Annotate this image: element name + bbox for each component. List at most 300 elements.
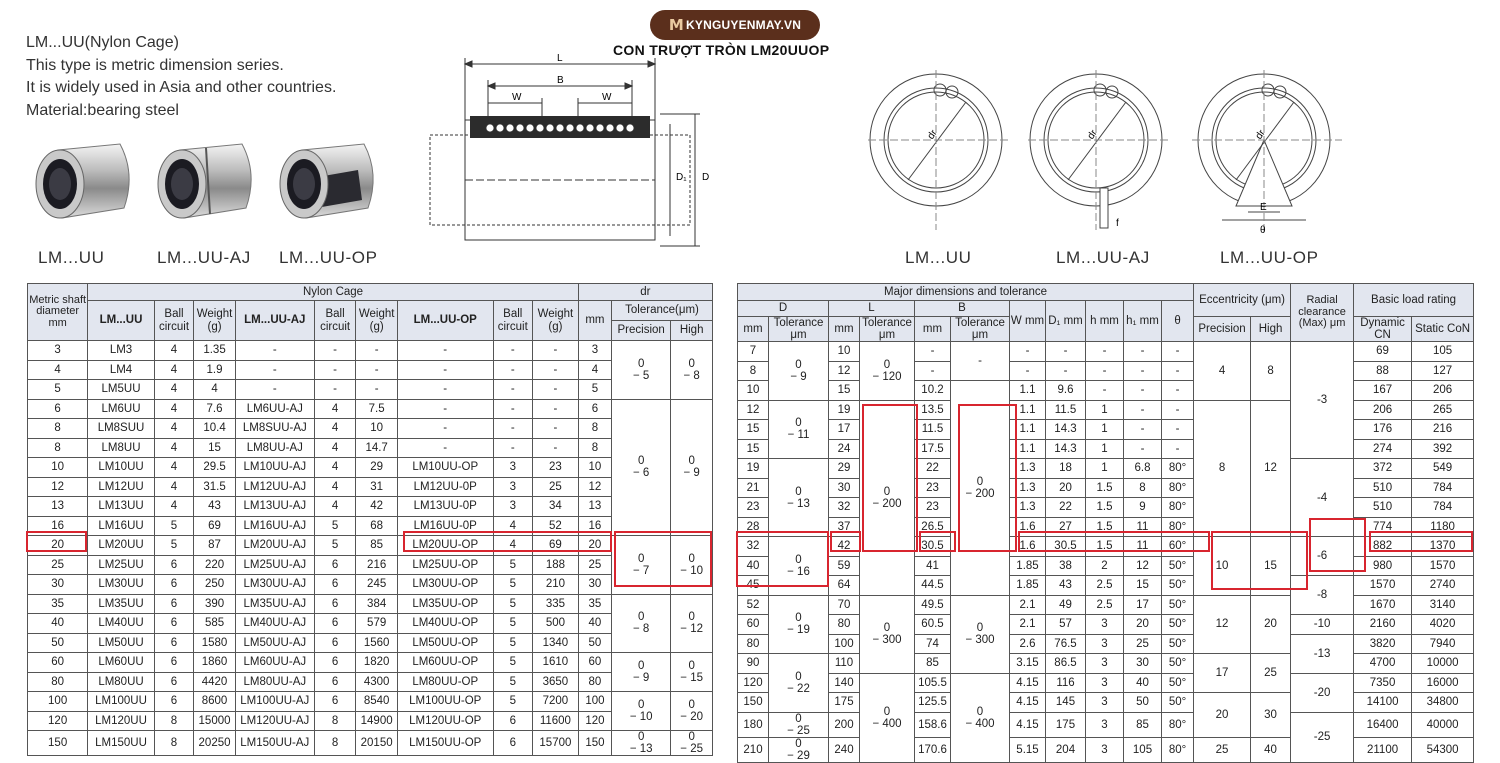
table-row <box>28 672 713 692</box>
cell-weight: 15000 <box>194 711 236 731</box>
cell-ball-circuit: 6 <box>314 653 356 673</box>
cell-ball-circuit: 5 <box>493 614 532 634</box>
cell-B-mm: 10.2 <box>915 381 951 401</box>
cell-model-lmuu: LM6UU <box>88 399 155 419</box>
header-h: h mm <box>1086 301 1124 342</box>
cell-shaft-diameter: 5 <box>28 380 88 400</box>
cell-dr-mm: 5 <box>578 380 611 400</box>
tolerance-lower: − 25 <box>787 724 810 737</box>
cell-shaft-diameter: 6 <box>28 399 88 419</box>
cell-theta: - <box>1162 342 1194 362</box>
header-mm: mm <box>738 317 769 342</box>
cell-D-mm: 180 <box>738 712 769 737</box>
cell-D-mm: 40 <box>738 556 769 576</box>
cell-model-lmuu-op: - <box>397 399 493 419</box>
cell-W: 1.6 <box>1010 537 1046 557</box>
cell-W: 1.1 <box>1010 439 1046 459</box>
cell-W: - <box>1010 361 1046 381</box>
section-lmuu-op-drawing <box>1192 70 1342 240</box>
cell-weight: 23 <box>533 458 579 478</box>
L-tolerance <box>860 673 915 762</box>
dim-W-label: W <box>602 92 612 103</box>
cell-weight: 245 <box>356 575 398 595</box>
cell-weight: 15 <box>194 438 236 458</box>
cell-ball-circuit: 6 <box>154 692 193 712</box>
cell-theta: - <box>1162 381 1194 401</box>
cell-h1: 105 <box>1124 737 1162 762</box>
intro-line: Material:bearing steel <box>26 101 179 119</box>
cell-model-lmuu: LM150UU <box>88 731 155 756</box>
cell-weight: 7.5 <box>356 399 398 419</box>
cell-static-load: 216 <box>1412 420 1474 440</box>
nylon-cage-table <box>27 283 713 756</box>
cell-h1: 6.8 <box>1124 459 1162 479</box>
header-weight: Weight (g) <box>356 301 398 341</box>
header-mm: mm <box>915 317 951 342</box>
cell-static-load: 3140 <box>1412 595 1474 615</box>
brand-text: KYNGUYENMAY.VN <box>686 18 802 32</box>
header-dynamic: Dynamic CN <box>1354 317 1412 342</box>
cell-weight: 8600 <box>194 692 236 712</box>
cell-B-mm: 74 <box>915 634 951 654</box>
cell-ball-circuit: 8 <box>154 731 193 756</box>
cell-ball-circuit: 6 <box>314 594 356 614</box>
cell-h: 3 <box>1086 654 1124 674</box>
cell-shaft-diameter: 4 <box>28 360 88 380</box>
cell-dynamic-load: 1570 <box>1354 576 1412 596</box>
cell-theta: 80° <box>1162 459 1194 479</box>
tolerance-upper: 0 <box>795 417 802 430</box>
cell-h: 3 <box>1086 712 1124 737</box>
cell-h1: 11 <box>1124 517 1162 537</box>
cell-L-mm: 42 <box>829 537 860 557</box>
cell-theta: 80° <box>1162 478 1194 498</box>
cell-B-mm: 85 <box>915 654 951 674</box>
cell-model-lmuu: LM30UU <box>88 575 155 595</box>
cell-D1: 175 <box>1046 712 1086 737</box>
cell-L-mm: 37 <box>829 517 860 537</box>
cell-h: 3 <box>1086 737 1124 762</box>
cell-weight: - <box>356 380 398 400</box>
caption-lmuu: LM...UU <box>38 248 105 267</box>
cell-weight: 87 <box>194 536 236 556</box>
cell-ball-circuit: 4 <box>154 341 193 361</box>
cell-ball-circuit: 6 <box>314 555 356 575</box>
cell-weight: 500 <box>533 614 579 634</box>
table-row <box>28 380 713 400</box>
cell-dynamic-load: 980 <box>1354 556 1412 576</box>
cell-h1: 30 <box>1124 654 1162 674</box>
cell-weight: 10 <box>356 419 398 439</box>
eccentricity-precision: 17 <box>1194 654 1251 693</box>
radial-clearance: -4 <box>1291 459 1354 537</box>
cell-L-mm: 32 <box>829 498 860 518</box>
cell-shaft-diameter: 20 <box>28 536 88 556</box>
cell-model-lmuu-aj: LM10UU-AJ <box>235 458 314 478</box>
cell-weight: 4 <box>194 380 236 400</box>
cell-dynamic-load: 274 <box>1354 439 1412 459</box>
tolerance-upper: 0 <box>688 698 695 711</box>
cell-model-lmuu-aj: - <box>235 380 314 400</box>
cell-W: - <box>1010 342 1046 362</box>
cell-ball-circuit: 4 <box>154 477 193 497</box>
cell-shaft-diameter: 80 <box>28 672 88 692</box>
cell-ball-circuit: 4 <box>154 497 193 517</box>
dim-theta-label: θ <box>1260 225 1266 236</box>
cell-model-lmuu-aj: LM60UU-AJ <box>235 653 314 673</box>
cell-model-lmuu: LM120UU <box>88 711 155 731</box>
tolerance-upper: 0 <box>795 712 802 725</box>
eccentricity-precision: 12 <box>1194 595 1251 654</box>
cell-model-lmuu-aj: LM13UU-AJ <box>235 497 314 517</box>
tolerance-lower: − 13 <box>787 497 810 510</box>
eccentricity-precision: 4 <box>1194 342 1251 401</box>
cell-L-mm: 110 <box>829 654 860 674</box>
D-tolerance <box>769 400 829 459</box>
cell-shaft-diameter: 12 <box>28 477 88 497</box>
header-tolerance: Tolerance(μm) <box>612 301 713 321</box>
cell-weight: 14.7 <box>356 438 398 458</box>
D-tolerance <box>769 342 829 401</box>
D-tolerance <box>769 537 829 596</box>
tolerance-precision <box>612 731 671 756</box>
header-high: High <box>671 321 713 341</box>
cell-model-lmuu-op: LM40UU-OP <box>397 614 493 634</box>
cell-L-mm: 12 <box>829 361 860 381</box>
cell-dr-mm: 35 <box>578 594 611 614</box>
cell-weight: - <box>533 419 579 439</box>
tolerance-upper: 0 <box>688 659 695 672</box>
cell-weight: 1610 <box>533 653 579 673</box>
cell-theta: - <box>1162 361 1194 381</box>
cell-dynamic-load: 3820 <box>1354 634 1412 654</box>
dim-f-label: f <box>1116 218 1119 229</box>
cell-W: 1.1 <box>1010 420 1046 440</box>
cell-D1: 27 <box>1046 517 1086 537</box>
cell-model-lmuu-aj: LM6UU-AJ <box>235 399 314 419</box>
section-lmuu-drawing <box>868 70 1008 235</box>
cell-L-mm: 100 <box>829 634 860 654</box>
cell-model-lmuu-aj: - <box>235 360 314 380</box>
cell-D-mm: 60 <box>738 615 769 635</box>
cell-h1: - <box>1124 420 1162 440</box>
table-row <box>738 517 1474 537</box>
cell-model-lmuu-aj: LM25UU-AJ <box>235 555 314 575</box>
cell-weight: 29.5 <box>194 458 236 478</box>
cell-W: 1.3 <box>1010 498 1046 518</box>
cell-weight: 4420 <box>194 672 236 692</box>
cell-weight: 1.9 <box>194 360 236 380</box>
cell-weight: 1340 <box>533 633 579 653</box>
tolerance-upper: 0 <box>795 670 802 683</box>
cell-weight: 29 <box>356 458 398 478</box>
caption-section-lmuu-op: LM...UU-OP <box>1220 248 1319 267</box>
radial-clearance: -10 <box>1291 615 1354 635</box>
cell-theta: - <box>1162 400 1194 420</box>
cell-ball-circuit: 4 <box>154 458 193 478</box>
cell-ball-circuit: - <box>493 399 532 419</box>
tolerance-precision <box>612 536 671 595</box>
intro-line: This type is metric dimension series. <box>26 56 284 74</box>
cell-model-lmuu: LM40UU <box>88 614 155 634</box>
cell-model-lmuu-op: LM80UU-OP <box>397 672 493 692</box>
cell-B-mm: 22 <box>915 459 951 479</box>
cell-D1: 38 <box>1046 556 1086 576</box>
cell-theta: - <box>1162 439 1194 459</box>
tolerance-lower: − 9 <box>633 672 650 684</box>
cell-dr-mm: 30 <box>578 575 611 595</box>
table-row <box>28 711 713 731</box>
cell-ball-circuit: 4 <box>314 497 356 517</box>
cell-h: 3 <box>1086 693 1124 713</box>
cell-static-load: 1370 <box>1412 537 1474 557</box>
brand-badge[interactable] <box>650 10 820 40</box>
tolerance-lower: − 200 <box>965 487 995 500</box>
cell-L-mm: 200 <box>829 712 860 737</box>
cell-D-mm: 15 <box>738 420 769 440</box>
B-tolerance <box>951 673 1010 762</box>
tolerance-high <box>671 653 713 692</box>
cell-model-lmuu-op: - <box>397 360 493 380</box>
cell-h: 1 <box>1086 420 1124 440</box>
tolerance-upper: 0 <box>976 705 984 718</box>
cell-theta: 50° <box>1162 576 1194 596</box>
tolerance-lower: − 9 <box>790 370 807 383</box>
table-row <box>28 458 713 478</box>
B-tolerance <box>951 595 1010 673</box>
cell-D-mm: 15 <box>738 439 769 459</box>
cell-D1: 145 <box>1046 693 1086 713</box>
cell-shaft-diameter: 150 <box>28 731 88 756</box>
intro-text <box>26 32 336 122</box>
cell-model-lmuu: LM3 <box>88 341 155 361</box>
cell-model-lmuu: LM8SUU <box>88 419 155 439</box>
cell-L-mm: 10 <box>829 342 860 362</box>
cell-weight: 52 <box>533 516 579 536</box>
tolerance-lower: − 12 <box>680 623 703 636</box>
table-row <box>28 419 713 439</box>
tolerance-lower: − 11 <box>787 429 810 442</box>
cell-ball-circuit: 4 <box>314 438 356 458</box>
cell-model-lmuu-op: LM30UU-OP <box>397 575 493 595</box>
eccentricity-high: 30 <box>1251 693 1291 738</box>
cell-dynamic-load: 176 <box>1354 420 1412 440</box>
tolerance-lower: − 300 <box>872 634 902 647</box>
tolerance-high <box>671 341 713 400</box>
tolerance-upper: 0 <box>795 612 802 625</box>
cell-model-lmuu-aj: LM120UU-AJ <box>235 711 314 731</box>
cell-theta: 50° <box>1162 556 1194 576</box>
cell-weight: 210 <box>533 575 579 595</box>
cell-ball-circuit: - <box>314 360 356 380</box>
cell-W: 1.85 <box>1010 556 1046 576</box>
table-row <box>28 555 713 575</box>
cell-ball-circuit: - <box>314 341 356 361</box>
cell-L-mm: 80 <box>829 615 860 635</box>
cell-h: 1.5 <box>1086 517 1124 537</box>
cell-model-lmuu-op: LM100UU-OP <box>397 692 493 712</box>
cell-ball-circuit: 4 <box>154 380 193 400</box>
tolerance-upper: 0 <box>637 659 645 672</box>
cell-dynamic-load: 510 <box>1354 498 1412 518</box>
cell-B-mm: 26.5 <box>915 517 951 537</box>
table-row <box>738 537 1474 557</box>
cell-weight: 8540 <box>356 692 398 712</box>
cell-dr-mm: 8 <box>578 438 611 458</box>
D-tolerance <box>769 595 829 654</box>
table-row <box>28 360 713 380</box>
cell-weight: 7.6 <box>194 399 236 419</box>
cell-ball-circuit: 5 <box>493 575 532 595</box>
dim-D1-label: D₁ <box>676 172 687 183</box>
cell-shaft-diameter: 100 <box>28 692 88 712</box>
header-L: L <box>829 301 915 317</box>
cell-static-load: 54300 <box>1412 737 1474 762</box>
cell-weight: 25 <box>533 477 579 497</box>
dr-label: dr <box>1253 128 1268 142</box>
table-row <box>28 575 713 595</box>
cell-ball-circuit: 3 <box>493 477 532 497</box>
table-row <box>28 497 713 517</box>
cell-ball-circuit: 5 <box>493 672 532 692</box>
cell-dynamic-load: 69 <box>1354 342 1412 362</box>
cell-W: 2.6 <box>1010 634 1046 654</box>
cell-weight: 220 <box>194 555 236 575</box>
cell-static-load: 784 <box>1412 498 1474 518</box>
caption-section-lmuu-aj: LM...UU-AJ <box>1056 248 1150 267</box>
cell-model-lmuu: LM4 <box>88 360 155 380</box>
cell-D1: 43 <box>1046 576 1086 596</box>
cell-weight: 43 <box>194 497 236 517</box>
cell-W: 1.3 <box>1010 459 1046 479</box>
tolerance-lower: − 29 <box>787 749 810 762</box>
tolerance-dash: - <box>978 355 982 368</box>
cell-ball-circuit: 6 <box>493 711 532 731</box>
tolerance-upper: 0 <box>688 357 695 370</box>
cell-theta: 50° <box>1162 693 1194 713</box>
cell-ball-circuit: 5 <box>493 555 532 575</box>
cell-ball-circuit: 5 <box>154 516 193 536</box>
cell-model-lmuu: LM10UU <box>88 458 155 478</box>
table-row <box>28 477 713 497</box>
eccentricity-high: 40 <box>1251 737 1291 762</box>
cell-h1: 20 <box>1124 615 1162 635</box>
cell-dr-mm: 3 <box>578 341 611 361</box>
eccentricity-high: 25 <box>1251 654 1291 693</box>
cell-D1: 14.3 <box>1046 420 1086 440</box>
tolerance-high <box>671 399 713 536</box>
cell-h: 3 <box>1086 634 1124 654</box>
header-lmuu: LM...UU <box>88 301 155 341</box>
tolerance-lower: − 10 <box>680 564 703 577</box>
cell-static-load: 1570 <box>1412 556 1474 576</box>
cell-h: - <box>1086 361 1124 381</box>
cell-h1: - <box>1124 381 1162 401</box>
caption-section-lmuu: LM...UU <box>905 248 972 267</box>
cell-static-load: 40000 <box>1412 712 1474 737</box>
cell-model-lmuu: LM13UU <box>88 497 155 517</box>
cell-ball-circuit: - <box>493 360 532 380</box>
cell-h1: 15 <box>1124 576 1162 596</box>
cell-shaft-diameter: 8 <box>28 438 88 458</box>
cell-ball-circuit: 4 <box>493 536 532 556</box>
cell-B-mm: 30.5 <box>915 537 951 557</box>
cell-L-mm: 140 <box>829 673 860 693</box>
cell-ball-circuit: 4 <box>314 399 356 419</box>
header-mm: mm <box>829 317 860 342</box>
cell-D1: 14.3 <box>1046 439 1086 459</box>
cell-W: 2.1 <box>1010 615 1046 635</box>
table-row <box>738 459 1474 479</box>
table-row <box>738 478 1474 498</box>
cell-h: 2.5 <box>1086 576 1124 596</box>
cell-ball-circuit: 6 <box>314 575 356 595</box>
cell-model-lmuu-op: - <box>397 380 493 400</box>
cell-weight: 3650 <box>533 672 579 692</box>
cell-dynamic-load: 16400 <box>1354 712 1412 737</box>
cell-ball-circuit: 5 <box>493 633 532 653</box>
tolerance-upper: 0 <box>976 475 984 488</box>
table-row <box>28 594 713 614</box>
dim-B-label: B <box>557 75 564 86</box>
cell-dr-mm: 12 <box>578 477 611 497</box>
tolerance-upper: 0 <box>976 622 984 635</box>
dimensions-table <box>737 283 1474 763</box>
tolerance-lower: − 13 <box>629 743 653 756</box>
cell-ball-circuit: 6 <box>154 594 193 614</box>
tolerance-precision <box>612 399 671 536</box>
cell-W: 1.3 <box>1010 478 1046 498</box>
cell-L-mm: 30 <box>829 478 860 498</box>
cell-D1: 22 <box>1046 498 1086 518</box>
cell-weight: 1.35 <box>194 341 236 361</box>
cell-D1: 116 <box>1046 673 1086 693</box>
cell-weight: 188 <box>533 555 579 575</box>
cell-ball-circuit: 6 <box>314 614 356 634</box>
cell-dynamic-load: 774 <box>1354 517 1412 537</box>
cell-L-mm: 29 <box>829 459 860 479</box>
cell-model-lmuu: LM80UU <box>88 672 155 692</box>
cell-L-mm: 240 <box>829 737 860 762</box>
cell-dynamic-load: 14100 <box>1354 693 1412 713</box>
tolerance-lower: − 200 <box>872 497 902 510</box>
intro-line: It is widely used in Asia and other countries. <box>26 79 337 96</box>
cell-model-lmuu-op: LM20UU-OP <box>397 536 493 556</box>
cell-dynamic-load: 88 <box>1354 361 1412 381</box>
cell-model-lmuu-aj: LM30UU-AJ <box>235 575 314 595</box>
cell-B-mm: - <box>915 342 951 362</box>
eccentricity-high: 15 <box>1251 537 1291 596</box>
header-ball-circuit: Ball circuit <box>314 301 356 341</box>
cell-static-load: 784 <box>1412 478 1474 498</box>
cell-model-lmuu-op: LM10UU-OP <box>397 458 493 478</box>
tolerance-precision <box>612 594 671 653</box>
cell-weight: 69 <box>533 536 579 556</box>
table-row <box>28 341 713 361</box>
cell-B-mm: 105.5 <box>915 673 951 693</box>
table-row <box>738 615 1474 635</box>
header-ball-circuit: Ball circuit <box>154 301 193 341</box>
cell-D-mm: 23 <box>738 498 769 518</box>
cell-h1: 50 <box>1124 693 1162 713</box>
cell-weight: 20150 <box>356 731 398 756</box>
header-dr: dr <box>578 284 712 301</box>
cell-W: 4.15 <box>1010 673 1046 693</box>
cell-D-mm: 21 <box>738 478 769 498</box>
table-row <box>28 536 713 556</box>
cell-shaft-diameter: 13 <box>28 497 88 517</box>
tolerance-precision <box>612 341 671 400</box>
